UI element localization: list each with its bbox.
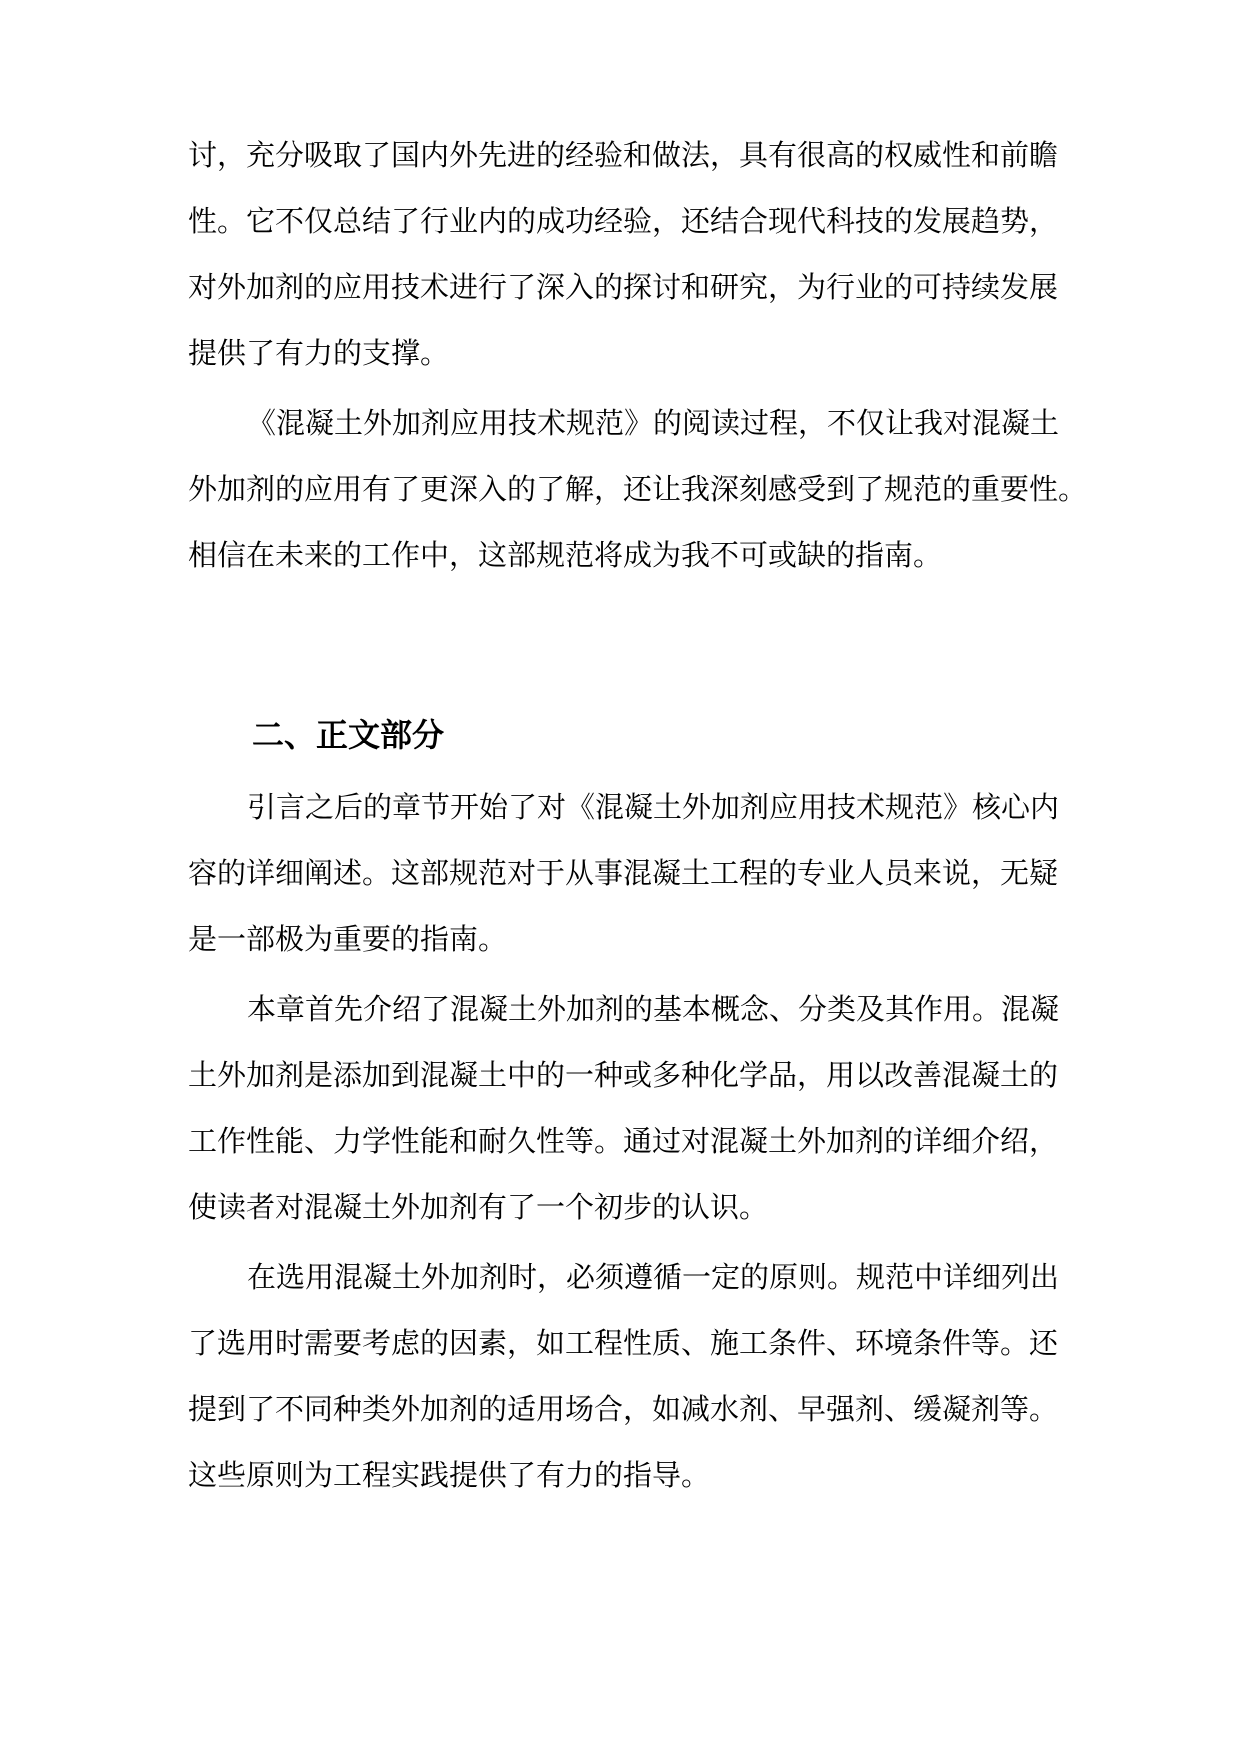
section-paragraph-3-line-3: 提到了不同种类外加剂的适用场合，如减水剂、早强剂、缓凝剂等。 bbox=[188, 1392, 1059, 1426]
paragraph-1-line-4: 提供了有力的支撑。 bbox=[188, 336, 450, 370]
paragraph-2-line-1: 《混凝土外加剂应用技术规范》的阅读过程，不仅让我对混凝土 bbox=[247, 406, 1060, 440]
section-paragraph-1-line-3: 是一部极为重要的指南。 bbox=[188, 922, 508, 956]
paragraph-2-line-3: 相信在未来的工作中，这部规范将成为我不可或缺的指南。 bbox=[188, 538, 943, 572]
paragraph-1-line-1: 讨，充分吸取了国内外先进的经验和做法，具有很高的权威性和前瞻 bbox=[188, 138, 1059, 172]
section-paragraph-1-line-2: 容的详细阐述。这部规范对于从事混凝土工程的专业人员来说，无疑 bbox=[188, 856, 1059, 890]
section-paragraph-2-line-1: 本章首先介绍了混凝土外加剂的基本概念、分类及其作用。混凝 bbox=[247, 992, 1060, 1026]
paragraph-1-line-2: 性。它不仅总结了行业内的成功经验，还结合现代科技的发展趋势， bbox=[188, 204, 1059, 238]
section-paragraph-2-line-2: 土外加剂是添加到混凝土中的一种或多种化学品，用以改善混凝土的 bbox=[188, 1058, 1059, 1092]
paragraph-1-line-3: 对外加剂的应用技术进行了深入的探讨和研究，为行业的可持续发展 bbox=[188, 270, 1059, 304]
section-paragraph-2-line-3: 工作性能、力学性能和耐久性等。通过对混凝土外加剂的详细介绍， bbox=[188, 1124, 1059, 1158]
section-paragraph-3-line-2: 了选用时需要考虑的因素，如工程性质、施工条件、环境条件等。还 bbox=[188, 1326, 1059, 1360]
section-paragraph-3-line-4: 这些原则为工程实践提供了有力的指导。 bbox=[188, 1458, 711, 1492]
section-heading: 二、正文部分 bbox=[252, 716, 445, 754]
section-paragraph-1-line-1: 引言之后的章节开始了对《混凝土外加剂应用技术规范》核心内 bbox=[247, 790, 1060, 824]
paragraph-2-line-2: 外加剂的应用有了更深入的了解，还让我深刻感受到了规范的重要性。 bbox=[188, 472, 1088, 506]
section-paragraph-2-line-4: 使读者对混凝土外加剂有了一个初步的认识。 bbox=[188, 1190, 769, 1224]
section-paragraph-3-line-1: 在选用混凝土外加剂时，必须遵循一定的原则。规范中详细列出 bbox=[247, 1260, 1060, 1294]
